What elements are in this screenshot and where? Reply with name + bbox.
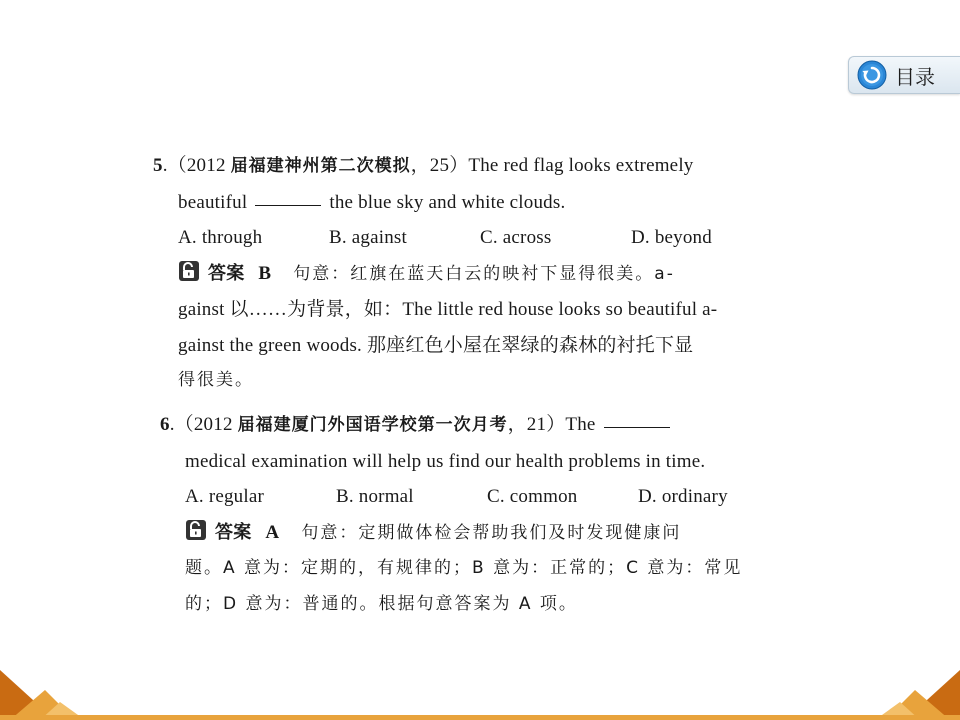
answer-block — [160, 515, 810, 623]
explanation-text: 句意：红旗在蓝天白云的映衬下显得很美。a- — [293, 263, 675, 284]
explanation-line: 的；D 意为：普通的。根据句意答案为 A 项。 — [185, 593, 578, 614]
unlock-icon — [185, 519, 207, 541]
stem-text: the blue sky and white clouds. — [329, 191, 566, 213]
option-b: B. against — [329, 227, 407, 248]
unlock-icon — [178, 260, 200, 282]
bottom-right-decoration — [860, 660, 960, 720]
answer-blank — [604, 426, 670, 428]
source-open: .（2012 — [162, 155, 231, 176]
source-close: ，25） — [410, 155, 469, 176]
option-a: A. through — [178, 227, 263, 248]
answer-label: 答案 — [208, 262, 245, 284]
answer-label: 答案 — [215, 521, 252, 543]
options-row — [160, 479, 810, 515]
option-a: A. regular — [185, 486, 265, 507]
question-5 — [153, 148, 803, 399]
option-d: D. beyond — [631, 227, 712, 248]
refresh-arrow-icon — [857, 60, 887, 90]
explanation-text: 句意：定期做体检会帮助我们及时发现健康问 — [301, 522, 682, 543]
option-d: D. ordinary — [638, 486, 728, 507]
question-source: 届福建神州第二次模拟 — [230, 156, 411, 176]
question-6 — [160, 407, 810, 622]
question-source: 届福建厦门外国语学校第一次月考 — [237, 415, 508, 435]
stem-text: The red flag looks extremely — [468, 155, 694, 176]
toc-button[interactable] — [848, 56, 960, 94]
explanation-line: 题。A 意为：定期的，有规律的；B 意为：正常的；C 意为：常见 — [185, 558, 743, 578]
answer-blank — [255, 204, 321, 206]
stem-continuation — [153, 185, 803, 221]
question-stem — [160, 407, 810, 444]
source-close: ，21） — [507, 414, 566, 435]
answer-key: A — [265, 521, 280, 543]
option-c: C. across — [480, 227, 552, 248]
question-stem — [153, 148, 803, 185]
options-row — [153, 220, 803, 256]
option-b: B. normal — [336, 486, 414, 507]
question-number: 5 — [153, 155, 163, 176]
stem-text: beautiful — [178, 191, 248, 213]
question-number: 6 — [160, 414, 170, 435]
toc-label: 目录 — [895, 64, 935, 89]
source-open: .（2012 — [169, 414, 238, 435]
explanation-line: gainst the green woods. 那座红色小屋在翠绿的森林的衬托下显 — [178, 334, 694, 356]
explanation-line: 得很美。 — [178, 370, 254, 390]
bottom-left-decoration — [0, 660, 100, 720]
stem-continuation: medical examination will help us find our health problems in time. — [185, 450, 706, 472]
stem-text: The — [565, 414, 596, 435]
explanation-line: gainst 以……为背景，如：The little red house looks so beautiful a- — [178, 299, 718, 320]
answer-key: B — [258, 262, 272, 284]
answer-block — [153, 256, 803, 399]
bottom-bar — [0, 715, 960, 720]
option-c: C. common — [487, 486, 578, 507]
